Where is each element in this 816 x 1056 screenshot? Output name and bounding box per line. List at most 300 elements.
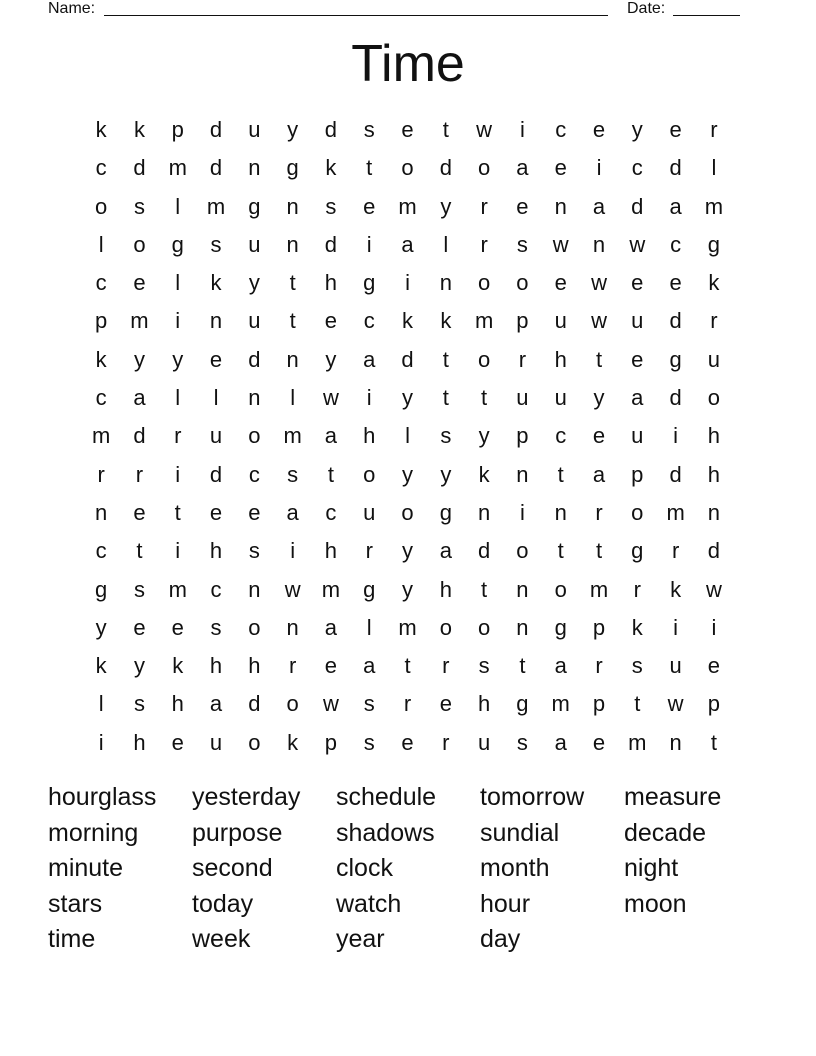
grid-letter: t [442, 385, 449, 411]
grid-letter: r [174, 423, 182, 449]
grid-letter: s [133, 193, 145, 219]
grid-letter: c [631, 155, 643, 181]
grid-letter: c [248, 461, 260, 487]
grid-letter: d [248, 346, 261, 372]
grid-letter: e [439, 691, 452, 717]
grid-letter: t [404, 653, 411, 679]
grid-letter: t [557, 461, 564, 487]
grid-letter: g [286, 155, 299, 181]
grid-letter: e [324, 653, 338, 679]
grid-letter: n [592, 231, 606, 257]
grid-letter: w [552, 231, 569, 257]
grid-letter: s [133, 576, 145, 602]
grid-letter: s [478, 653, 490, 679]
grid-letter: g [669, 346, 682, 372]
grid-letter: n [554, 499, 567, 525]
grid-letter: y [402, 385, 414, 411]
grid-letter: u [707, 346, 721, 372]
grid-letter: k [287, 729, 299, 755]
grid-letter: o [401, 155, 414, 181]
grid-letter: o [248, 729, 261, 755]
grid-letter: h [554, 346, 567, 372]
grid-letter: s [210, 231, 222, 257]
grid-letter: u [554, 308, 567, 334]
grid-letter: a [363, 653, 376, 679]
grid-letter: d [209, 117, 223, 142]
grid-letter: w [284, 576, 301, 602]
grid-letter: t [595, 538, 603, 564]
word-list [48, 780, 768, 958]
grid-letter: m [704, 193, 724, 219]
grid-letter: a [286, 499, 299, 525]
grid-letter: u [477, 729, 491, 755]
grid-letter: o [248, 423, 261, 449]
grid-letter: h [209, 538, 223, 564]
grid-letter: e [171, 729, 184, 755]
grid-letter: r [97, 461, 105, 487]
grid-letter: u [209, 423, 223, 449]
grid-letter: y [325, 346, 337, 372]
grid-letter: o [286, 691, 299, 717]
grid-letter: u [248, 308, 261, 334]
grid-letter: e [209, 346, 223, 372]
word-list-item: stars [48, 889, 103, 918]
grid-letter: e [669, 117, 682, 142]
grid-letter: k [708, 270, 720, 296]
grid-letter: g [631, 538, 644, 564]
grid-letter: s [363, 117, 375, 142]
grid-letter: d [324, 231, 338, 257]
grid-letter: e [133, 270, 146, 296]
grid-letter: p [631, 461, 644, 487]
grid-letter: i [596, 155, 602, 181]
word-list-item: year [336, 925, 385, 953]
grid-letter: w [591, 270, 607, 296]
grid-letter: o [477, 346, 491, 372]
grid-letter: u [209, 729, 223, 755]
word-list-item: clock [336, 854, 393, 882]
grid-letter: r [135, 461, 144, 487]
grid-letter: m [398, 614, 417, 640]
grid-letter: n [286, 346, 299, 372]
grid-letter: r [595, 653, 603, 679]
grid-letter: h [133, 729, 146, 755]
grid-letter: t [289, 308, 296, 334]
grid-letter: l [98, 691, 104, 717]
word-list-item: moon [624, 889, 687, 918]
grid-letter: d [669, 155, 682, 181]
grid-letter: e [592, 117, 606, 142]
grid-letter: m [206, 193, 226, 219]
grid-letter: o [439, 614, 452, 640]
grid-letter: y [440, 461, 452, 487]
grid-letter: y [402, 461, 414, 487]
grid-letter: y [402, 576, 414, 602]
grid-letter: e [133, 499, 146, 525]
grid-letter: w [705, 576, 722, 602]
word-list-item: minute [48, 854, 124, 882]
grid-letter: n [554, 193, 567, 219]
grid-letter: n [516, 576, 529, 602]
grid-letter: i [711, 614, 717, 640]
grid-letter: s [440, 423, 452, 449]
grid-letter: h [707, 461, 721, 487]
grid-letter: y [133, 346, 145, 372]
grid-letter: d [133, 155, 146, 181]
grid-letter: p [592, 614, 606, 640]
word-list-item: purpose [192, 818, 283, 847]
grid-letter: a [554, 729, 567, 755]
grid-letter: h [363, 423, 376, 449]
grid-letter: i [175, 308, 181, 334]
header [48, 0, 740, 18]
name-blank-line [104, 15, 608, 16]
grid-letter: y [593, 385, 605, 411]
grid-letter: c [555, 423, 567, 449]
grid-letter: l [711, 155, 717, 181]
grid-letter: m [130, 308, 149, 334]
grid-letter: r [595, 499, 603, 525]
grid-letter: h [324, 270, 338, 296]
grid-letter: p [171, 117, 184, 142]
grid-letter: y [287, 117, 299, 142]
grid-letter: c [95, 385, 107, 411]
grid-letter: o [248, 614, 261, 640]
grid-letter: r [365, 538, 373, 564]
grid-letter: e [324, 308, 338, 334]
grid-letter: y [248, 270, 260, 296]
grid-letter: u [554, 385, 567, 411]
grid-letter: d [631, 193, 644, 219]
grid-letter: a [592, 461, 606, 487]
grid-letter: a [516, 155, 529, 181]
grid-letter: s [363, 691, 375, 717]
grid-letter: n [477, 499, 491, 525]
grid-letter: e [363, 193, 376, 219]
grid-letter: e [707, 653, 721, 679]
grid-letter: e [669, 270, 682, 296]
grid-letter: u [631, 423, 644, 449]
grid-letter: m [589, 576, 609, 602]
grid-letter: s [516, 729, 528, 755]
grid-letter: h [439, 576, 452, 602]
grid-letter: g [248, 193, 261, 219]
grid-letter: n [286, 614, 299, 640]
grid-letter: u [516, 385, 529, 411]
grid-letter: l [213, 385, 219, 411]
grid-letter: m [666, 499, 685, 525]
grid-letter: o [631, 499, 644, 525]
grid-letter: o [477, 614, 491, 640]
grid-letter: a [324, 423, 338, 449]
grid-letter: c [210, 576, 222, 602]
grid-letter: g [171, 231, 184, 257]
grid-letter: i [290, 538, 296, 564]
grid-letter: d [209, 461, 223, 487]
grid-letter: e [401, 117, 414, 142]
grid-letter: y [631, 117, 643, 142]
grid-letter: r [403, 691, 412, 717]
grid-letter: l [98, 231, 104, 257]
grid-letter: a [363, 346, 376, 372]
grid-letter: w [629, 231, 646, 257]
grid-letter: r [480, 231, 488, 257]
grid-letter: a [401, 231, 414, 257]
grid-letter: t [634, 691, 641, 717]
word-list-item: decade [624, 818, 707, 847]
grid-letter: n [669, 729, 682, 755]
grid-letter: k [631, 614, 643, 640]
grid-letter: n [516, 461, 529, 487]
grid-letter: o [133, 231, 146, 257]
grid-letter: d [439, 155, 452, 181]
grid-letter: s [325, 193, 337, 219]
grid-letter: e [554, 270, 567, 296]
word-list-item: week [192, 925, 251, 953]
grid-letter: r [710, 117, 718, 142]
grid-letter: g [363, 270, 376, 296]
grid-letter: c [670, 231, 682, 257]
grid-letter: a [439, 538, 452, 564]
grid-letter: t [557, 538, 564, 564]
grid-letter: o [401, 499, 414, 525]
grid-letter: m [551, 691, 570, 717]
grid-letter: g [516, 691, 529, 717]
grid-letter: t [174, 499, 181, 525]
word-list-item: night [624, 854, 679, 882]
grid-letter: y [172, 346, 184, 372]
grid-letter: i [366, 231, 372, 257]
grid-letter: k [402, 308, 414, 334]
grid-letter: s [248, 538, 260, 564]
grid-letter: p [324, 729, 338, 755]
word-list-item: sundial [480, 818, 560, 847]
grid-letter: e [209, 499, 223, 525]
grid-letter: m [168, 576, 187, 602]
grid-letter: a [209, 691, 223, 717]
grid-letter: r [288, 653, 297, 679]
grid-letter: w [667, 691, 684, 717]
grid-letter: c [325, 499, 337, 525]
grid-letter: g [95, 576, 108, 602]
grid-letter: w [322, 385, 339, 411]
word-list-item: time [48, 925, 96, 953]
date-blank-line [673, 15, 740, 16]
grid-letter: e [554, 155, 567, 181]
grid-letter: k [478, 461, 490, 487]
grid-letter: a [592, 193, 606, 219]
grid-letter: d [477, 538, 491, 564]
word-list-item: schedule [336, 783, 437, 811]
grid-letter: m [91, 423, 111, 449]
grid-letter: k [172, 653, 184, 679]
grid-letter: k [440, 308, 452, 334]
grid-letter: y [478, 423, 490, 449]
grid-letter: u [248, 117, 261, 142]
grid-letter: d [669, 308, 682, 334]
grid-letter: l [290, 385, 296, 411]
word-list-item: yesterday [192, 783, 301, 811]
grid-letter: n [248, 155, 261, 181]
letter-grid [82, 111, 734, 762]
grid-letter: r [518, 346, 527, 372]
grid-letter: t [442, 346, 449, 372]
grid-letter: m [398, 193, 417, 219]
grid-letter: m [628, 729, 647, 755]
grid-letter: c [95, 538, 107, 564]
grid-letter: h [209, 653, 223, 679]
grid-letter: g [363, 576, 376, 602]
grid-letter: m [474, 308, 494, 334]
grid-letter: p [516, 308, 529, 334]
grid-letter: i [366, 385, 372, 411]
grid-letter: c [95, 155, 107, 181]
word-list-item: day [480, 925, 521, 953]
grid-letter: k [95, 117, 107, 142]
word-list-item: hour [480, 889, 531, 918]
grid-letter: t [595, 346, 603, 372]
grid-letter: d [248, 691, 261, 717]
grid-letter: p [95, 308, 108, 334]
grid-letter: y [95, 614, 107, 640]
grid-letter: i [673, 614, 679, 640]
grid-letter: n [248, 385, 261, 411]
grid-letter: h [171, 691, 184, 717]
grid-letter: a [324, 614, 338, 640]
grid-letter: w [322, 691, 339, 717]
grid-letter: i [175, 538, 181, 564]
grid-letter: t [481, 576, 488, 602]
grid-letter: t [710, 729, 717, 755]
grid-letter: p [516, 423, 529, 449]
grid-letter: h [324, 538, 338, 564]
grid-letter: y [133, 653, 145, 679]
grid-letter: k [95, 346, 107, 372]
grid-letter: m [321, 576, 341, 602]
grid-letter: l [175, 193, 181, 219]
grid-letter: u [248, 231, 261, 257]
grid-letter: y [440, 193, 452, 219]
grid-letter: e [516, 193, 529, 219]
grid-letter: d [707, 538, 721, 564]
grid-letter: c [363, 308, 375, 334]
word-list-item: measure [624, 783, 722, 811]
grid-letter: l [175, 385, 181, 411]
grid-letter: n [286, 231, 299, 257]
grid-letter: o [95, 193, 108, 219]
grid-letter: e [248, 499, 261, 525]
grid-letter: m [283, 423, 302, 449]
grid-letter: k [325, 155, 337, 181]
date-label: Date: [627, 0, 666, 17]
grid-letter: r [633, 576, 641, 602]
grid-letter: k [133, 117, 145, 142]
grid-letter: i [519, 117, 525, 142]
grid-letter: r [442, 653, 450, 679]
grid-letter: o [363, 461, 376, 487]
grid-letter: l [405, 423, 410, 449]
grid-letter: t [327, 461, 334, 487]
grid-letter: d [133, 423, 146, 449]
grid-letter: h [477, 691, 491, 717]
grid-letter: w [591, 308, 607, 334]
grid-letter: i [98, 729, 104, 755]
grid-letter: s [210, 614, 222, 640]
grid-letter: p [707, 691, 721, 717]
word-list-item: hourglass [48, 783, 157, 811]
grid-letter: g [554, 614, 567, 640]
grid-letter: k [210, 270, 222, 296]
grid-letter: n [248, 576, 261, 602]
grid-letter: e [631, 270, 644, 296]
grid-letter: d [324, 117, 338, 142]
grid-letter: s [363, 729, 375, 755]
grid-letter: t [442, 117, 449, 142]
page-title: Time [351, 35, 465, 93]
word-list-item: month [480, 854, 550, 882]
grid-letter: a [133, 385, 146, 411]
grid-letter: a [554, 653, 567, 679]
grid-letter: y [402, 538, 414, 564]
grid-letter: h [248, 653, 261, 679]
grid-letter: e [133, 614, 146, 640]
grid-letter: e [401, 729, 414, 755]
grid-letter: n [707, 499, 721, 525]
grid-letter: n [95, 499, 108, 525]
grid-letter: l [175, 270, 181, 296]
grid-letter: r [710, 308, 718, 334]
grid-letter: t [519, 653, 526, 679]
word-list-item: tomorrow [480, 783, 585, 811]
grid-letter: o [707, 385, 721, 411]
grid-letter: k [95, 653, 107, 679]
grid-letter: s [516, 231, 528, 257]
grid-letter: n [209, 308, 223, 334]
grid-letter: n [286, 193, 299, 219]
grid-letter: e [592, 423, 606, 449]
grid-letter: e [171, 614, 184, 640]
grid-letter: o [516, 270, 529, 296]
grid-letter: n [516, 614, 529, 640]
grid-letter: r [671, 538, 680, 564]
grid-letter: a [669, 193, 682, 219]
grid-letter: l [366, 614, 372, 640]
grid-letter: t [366, 155, 373, 181]
grid-letter: d [401, 346, 414, 372]
word-list-item: shadows [336, 818, 435, 847]
word-list-item: today [192, 889, 254, 918]
grid-letter: u [363, 499, 376, 525]
grid-letter: t [289, 270, 296, 296]
grid-letter: t [136, 538, 143, 564]
grid-letter: o [554, 576, 567, 602]
grid-letter: i [673, 423, 679, 449]
grid-letter: o [477, 155, 491, 181]
grid-letter: l [443, 231, 449, 257]
grid-letter: i [405, 270, 410, 296]
grid-letter: o [516, 538, 529, 564]
grid-letter: o [477, 270, 491, 296]
grid-letter: r [480, 193, 488, 219]
grid-letter: s [287, 461, 299, 487]
grid-letter: k [670, 576, 682, 602]
grid-letter: e [592, 729, 606, 755]
name-label: Name: [48, 0, 96, 17]
grid-letter: d [669, 385, 682, 411]
grid-letter: c [555, 117, 567, 142]
word-list-item: morning [48, 818, 139, 847]
grid-letter: i [519, 499, 525, 525]
